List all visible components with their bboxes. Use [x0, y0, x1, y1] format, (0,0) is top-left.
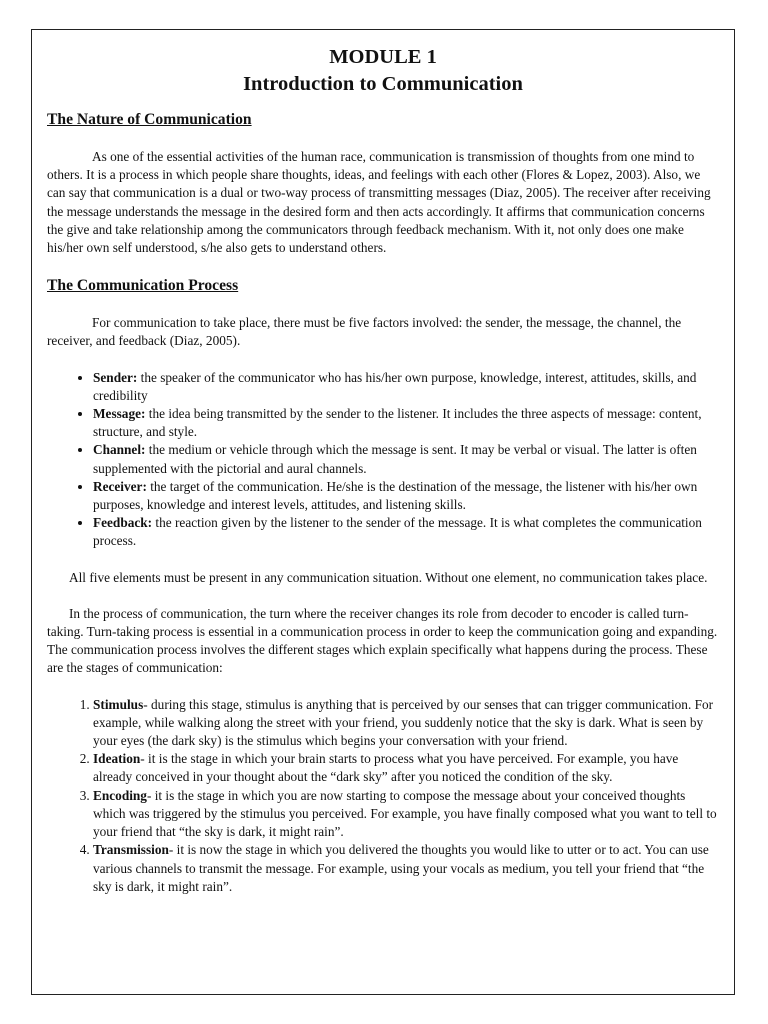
all-five-paragraph: All five elements must be present in any communication situation. Without one element, no communication takes place. — [69, 569, 708, 585]
stage-text: - it is now the stage in which you delivered the thoughts you would like to utter or to act. You can use various channels to transmit the message. For example, using your vocals as medium, you tell your friend that “the sky is dark, it might rain”. — [93, 842, 709, 894]
nature-paragraph: As one of the essential activities of the human race, communication is transmission of thoughts from one mind to others. It is a process in which people share thoughts, ideas, and feelings with each other (Flores & Lopez, 2003). Also, we can say that communication is a dual or two-way process of transmitting messages (Diaz, 2005). The receiver after receiving the message understands the message in the desired form and then acts accordingly. It affirms that communication concerns the give and take relationship among the communicators through feedback mechanism. With it, not only does one make his/her own self understood, s/he also gets to understand others. — [47, 149, 711, 256]
process-intro: For communication to take place, there must be five factors involved: the sender, the message, the channel, the receiver, and feedback (Diaz, 2005). — [47, 315, 682, 349]
stage-term: Transmission — [93, 842, 169, 858]
factor-text: the medium or vehicle through which the message is sent. It may be verbal or visual. The latter is often supplemented with the pictorial and aural channels. — [93, 442, 697, 476]
stages-list — [47, 696, 719, 896]
factor-term: Channel: — [93, 442, 146, 458]
factors-list — [47, 369, 719, 551]
process-heading: The Communication Process — [47, 277, 239, 295]
factor-text: the speaker of the communicator who has his/her own purpose, knowledge, interest, attitudes, skills, and credibility — [93, 369, 697, 403]
factor-term: Sender: — [93, 369, 138, 385]
list-item — [93, 514, 719, 550]
list-item — [93, 696, 719, 751]
factor-text: the reaction given by the listener to the sender of the message. It is what completes the communication process. — [93, 515, 702, 549]
list-item — [93, 750, 719, 786]
nature-heading: The Nature of Communication — [47, 111, 252, 128]
list-item — [93, 405, 719, 441]
factor-text: the idea being transmitted by the sender to the listener. It includes the three aspects of message: content, structure, and style. — [93, 406, 702, 440]
list-item — [93, 787, 719, 842]
stage-text: - during this stage, stimulus is anything that is perceived by our senses that can trigger communication. For example, while walking along the street with your friend, you suddenly notice that the sky is dark. What is seen by your eyes (the dark sky) is the stimulus which begins your conversation with your friend. — [93, 696, 714, 749]
factor-text: the target of the communication. He/she is the destination of the message, the listener with his/her own purposes, knowledge and interest levels, attitudes, and listening skills. — [93, 478, 698, 513]
factor-term: Message: — [93, 406, 146, 422]
factor-term: Receiver: — [93, 478, 147, 494]
stage-term: Stimulus — [93, 696, 144, 712]
list-item — [93, 369, 719, 405]
turn-taking-paragraph: In the process of communication, the turn where the receiver changes its role from decoder to encoder is called turn-taking. Turn-taking process is essential in a communication process in order to keep the communication going and expanding. The communication process involves the different stages which explain specifically what happens during the process. These are the stages of communication: — [47, 605, 718, 676]
factor-term: Feedback: — [93, 515, 153, 531]
document-body — [47, 44, 719, 896]
list-item — [93, 478, 719, 514]
stage-term: Encoding — [93, 787, 147, 803]
list-item — [93, 441, 719, 477]
list-item — [93, 841, 719, 896]
module-subtitle: Introduction to Communication — [243, 73, 523, 95]
module-title: MODULE 1 — [329, 46, 437, 68]
stage-term: Ideation — [93, 751, 141, 767]
stage-text: - it is the stage in which your brain starts to process what you have perceived. For example, you have already conceived in your thought about the “dark sky” after you noticed the condition of the sky. — [93, 751, 679, 785]
stage-text: - it is the stage in which you are now starting to compose the message about your conceived thoughts which was triggered by the stimulus you perceived. For example, you have finally composed what you want to tell to your friend that “the sky is dark, it might rain”. — [93, 787, 717, 840]
